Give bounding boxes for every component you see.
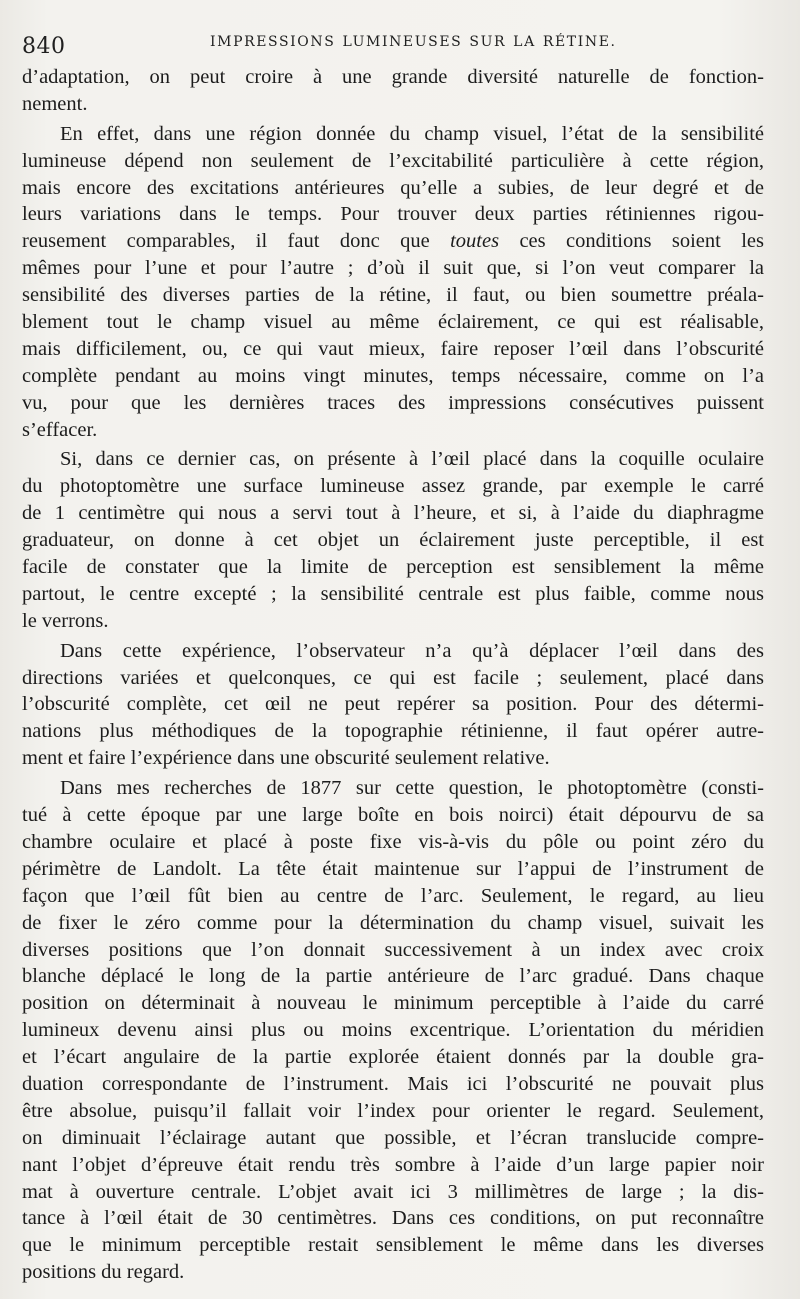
- paragraph: [22, 64, 764, 118]
- text-line: positions du regard.: [22, 1261, 185, 1284]
- text-line: lumineuse dépend non seulement de l’excitabilité particulière à cette région,: [22, 149, 764, 172]
- text-line: diverses positions que l’on donnait successivement à un index avec croix: [22, 938, 764, 961]
- text-line: façon que l’œil fût bien au centre de l’arc. Seulement, le regard, au lieu: [22, 884, 764, 907]
- text-line: du photoptomètre une surface lumineuse assez grande, par exemple le carré: [22, 475, 764, 498]
- text-line: nement.: [22, 92, 88, 115]
- text-line: s’effacer.: [22, 418, 98, 441]
- text-line: blement tout le champ visuel au même éclairement, ce qui est réalisable,: [22, 311, 764, 334]
- text-line: de fixer le zéro comme pour la détermination du champ visuel, suivait les: [22, 911, 764, 934]
- text-line: et l’écart angulaire de la partie explorée étaient donnés par la double gra-: [22, 1046, 764, 1069]
- page-number: 840: [22, 34, 66, 59]
- text-line: nations plus méthodiques de la topographie rétinienne, il faut opérer autre-: [22, 720, 764, 743]
- text-line: sensibilité des diverses parties de la rétine, il faut, ou bien soumettre préala-: [22, 284, 764, 307]
- emphasis: toutes: [450, 230, 500, 253]
- text-line: vu, pour que les dernières traces des impressions consécutives puissent: [22, 391, 764, 414]
- text-line: leurs variations dans le temps. Pour trouver deux parties rétiniennes rigou-: [22, 203, 764, 226]
- text-line: partout, le centre excepté ; la sensibilité centrale est plus faible, comme nous: [22, 582, 764, 605]
- text-line: directions variées et quelconques, ce qui est facile ; seulement, placé dans: [22, 666, 764, 689]
- text-line: de 1 centimètre qui nous a servi tout à l’heure, et si, à l’aide du diaphragme: [22, 502, 764, 525]
- text-line: Dans cette expérience, l’observateur n’a qu’à déplacer l’œil dans des: [60, 639, 764, 662]
- text-line: on diminuait l’éclairage autant que possible, et l’écran translucide compre-: [22, 1126, 764, 1149]
- text-line: chambre oculaire et placé à poste fixe vis-à-vis du pôle ou point zéro du: [22, 830, 764, 853]
- running-title: IMPRESSIONS LUMINEUSES SUR LA RÉTINE.: [210, 34, 617, 50]
- text-line: le verrons.: [22, 609, 109, 632]
- paragraph: [22, 638, 764, 772]
- text-line: périmètre de Landolt. La tête était maintenue sur l’appui de l’instrument de: [22, 857, 764, 880]
- text-line: tance à l’œil était de 30 centimètres. Dans ces conditions, on put reconnaître: [22, 1207, 764, 1230]
- text-line: tué à cette époque par une large boîte en bois noirci) était dépourvu de sa: [22, 804, 764, 827]
- text-line: En effet, dans une région donnée du champ visuel, l’état de la sensibilité: [60, 122, 764, 145]
- text-line: Si, dans ce dernier cas, on présente à l’œil placé dans la coquille oculaire: [60, 448, 764, 471]
- text-line: ment et faire l’expérience dans une obscurité seulement relative.: [22, 747, 550, 770]
- text-line: être absolue, puisqu’il fallait voir l’index pour orienter le regard. Seulement,: [22, 1099, 764, 1122]
- text-line: Dans mes recherches de 1877 sur cette question, le photoptomètre (consti-: [60, 777, 764, 800]
- text-line: duation correspondante de l’instrument. Mais ici l’obscurité ne pouvait plus: [22, 1072, 764, 1095]
- text-line: l’obscurité complète, cet œil ne peut repérer sa position. Pour des détermi-: [22, 693, 764, 716]
- paragraph: [22, 775, 764, 1286]
- text-line: mat à ouverture centrale. L’objet avait ici 3 millimètres de large ; la dis-: [22, 1180, 764, 1203]
- text-line: mêmes pour l’une et pour l’autre ; d’où il suit que, si l’on veut comparer la: [22, 257, 764, 280]
- text-line: reusement comparables, il faut donc que toutes ces conditions soient les: [22, 230, 764, 253]
- paragraph: [22, 121, 764, 444]
- text-line: facile de constater que la limite de perception est sensiblement la même: [22, 556, 764, 579]
- text-line: lumineux devenu ainsi plus ou moins excentrique. L’orientation du méridien: [22, 1019, 764, 1042]
- page-header: [22, 30, 776, 60]
- text-line: blanche déplacé le long de la partie antérieure de l’arc gradué. Dans chaque: [22, 965, 764, 988]
- text-line: mais encore des excitations antérieures qu’elle a subies, de leur degré et de: [22, 176, 764, 199]
- text-line: d’adaptation, on peut croire à une grande diversité naturelle de fonction-: [22, 66, 764, 88]
- text-line: graduateur, on donne à cet objet un éclairement juste perceptible, il est: [22, 529, 764, 552]
- text-line: complète pendant au moins vingt minutes, temps nécessaire, comme on l’a: [22, 364, 764, 387]
- text-line: nant l’objet d’épreuve était rendu très sombre à l’aide d’un large papier noir: [22, 1153, 764, 1176]
- page-body: [22, 64, 764, 1289]
- paragraph: [22, 446, 764, 634]
- text-line: mais difficilement, ou, ce qui vaut mieux, faire reposer l’œil dans l’obscurité: [22, 337, 764, 360]
- text-line: que le minimum perceptible restait sensiblement le même dans les diverses: [22, 1234, 764, 1257]
- text-line: position on déterminait à nouveau le minimum perceptible à l’aide du carré: [22, 992, 764, 1015]
